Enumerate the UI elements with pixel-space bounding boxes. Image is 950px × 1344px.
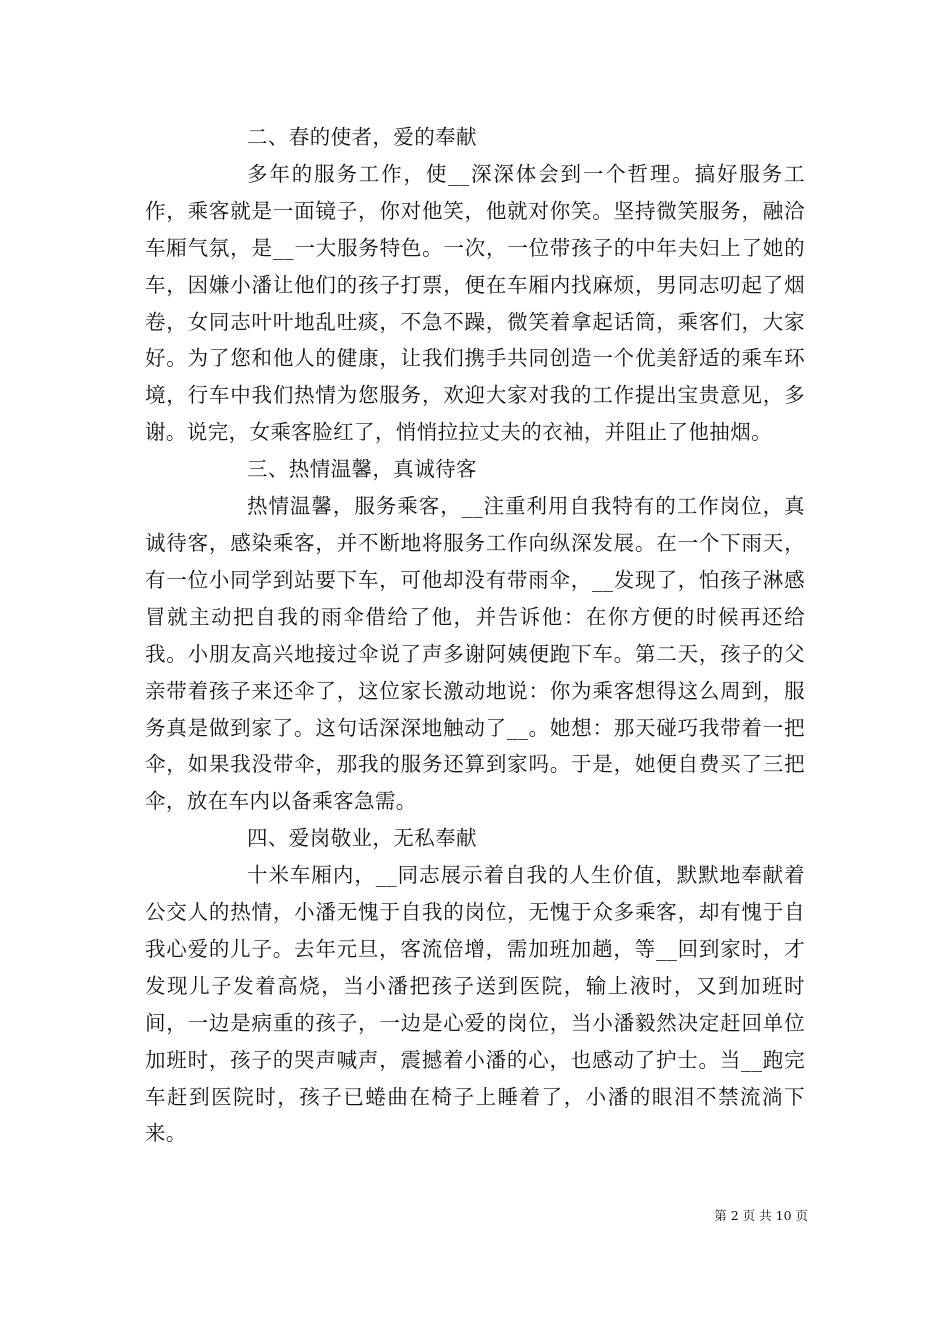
- section-paragraph: 热情温馨，服务乘客，__注重利用自我特有的工作岗位，真诚待客，感染乘客，并不断地将服务工作向纵深发展。在一个下雨天，有一位小同学到站要下车，可他却没有带雨伞，__发现了，怕孩子淋感冒就主动把自我的雨伞借给了他，并告诉他：在你方便的时候再还给我。小朋友高兴地接过伞说了声多谢阿姨便跑下车。第二天，孩子的父亲带着孩子来还伞了，这位家长激动地说：你为乘客想得这么周到，服务真是做到家了。这句话深深地触动了__。她想：那天碰巧我带着一把伞，如果我没带伞，那我的服务还算到家吗。于是，她便自费买了三把伞，放在车内以备乘客急需。: [145, 494, 805, 814]
- section-paragraph: 多年的服务工作，使__深深体会到一个哲理。搞好服务工作，乘客就是一面镜子，你对他笑，他就对你笑。坚持微笑服务，融洽车厢气氛，是__一大服务特色。一次，一位带孩子的中年夫妇上了她的车，因嫌小潘让他们的孩子打票，便在车厢内找麻烦，男同志叨起了烟卷，女同志叶叶地乱吐痰，不急不躁，微笑着拿起话筒，乘客们，大家好。为了您和他人的健康，让我们携手共同创造一个优美舒适的乘车环境，行车中我们热情为您服务，欢迎大家对我的工作提出宝贵意见，多谢。说完，女乘客脸红了，悄悄拉拉丈夫的衣袖，并阻止了他抽烟。: [145, 161, 805, 445]
- document-body: [145, 119, 805, 1152]
- page-number: 第 2 页 共 10 页: [714, 1208, 808, 1223]
- section-heading: 四、爱岗敬业，无私奉献: [247, 826, 477, 851]
- section-heading: 二、春的使者，爱的奉献: [247, 125, 477, 149]
- section-heading: 三、热情温馨，真诚待客: [247, 457, 477, 482]
- section-paragraph: 十米车厢内，__同志展示着自我的人生价值，默默地奉献着公交人的热情，小潘无愧于自我的岗位，无愧于众多乘客，却有愧于自我心爱的儿子。去年元旦，客流倍增，需加班加趟，等__回到家时，才发现儿子发着高烧，当小潘把孩子送到医院，输上液时，又到加班时间，一边是病重的孩子，一边是心爱的岗位，当小潘毅然决定赶回单位加班时，孩子的哭声喊声，震撼着小潘的心，也感动了护士。当__跑完车赶到医院时，孩子已蜷曲在椅子上睡着了，小潘的眼泪不禁流淌下来。: [145, 863, 805, 1146]
